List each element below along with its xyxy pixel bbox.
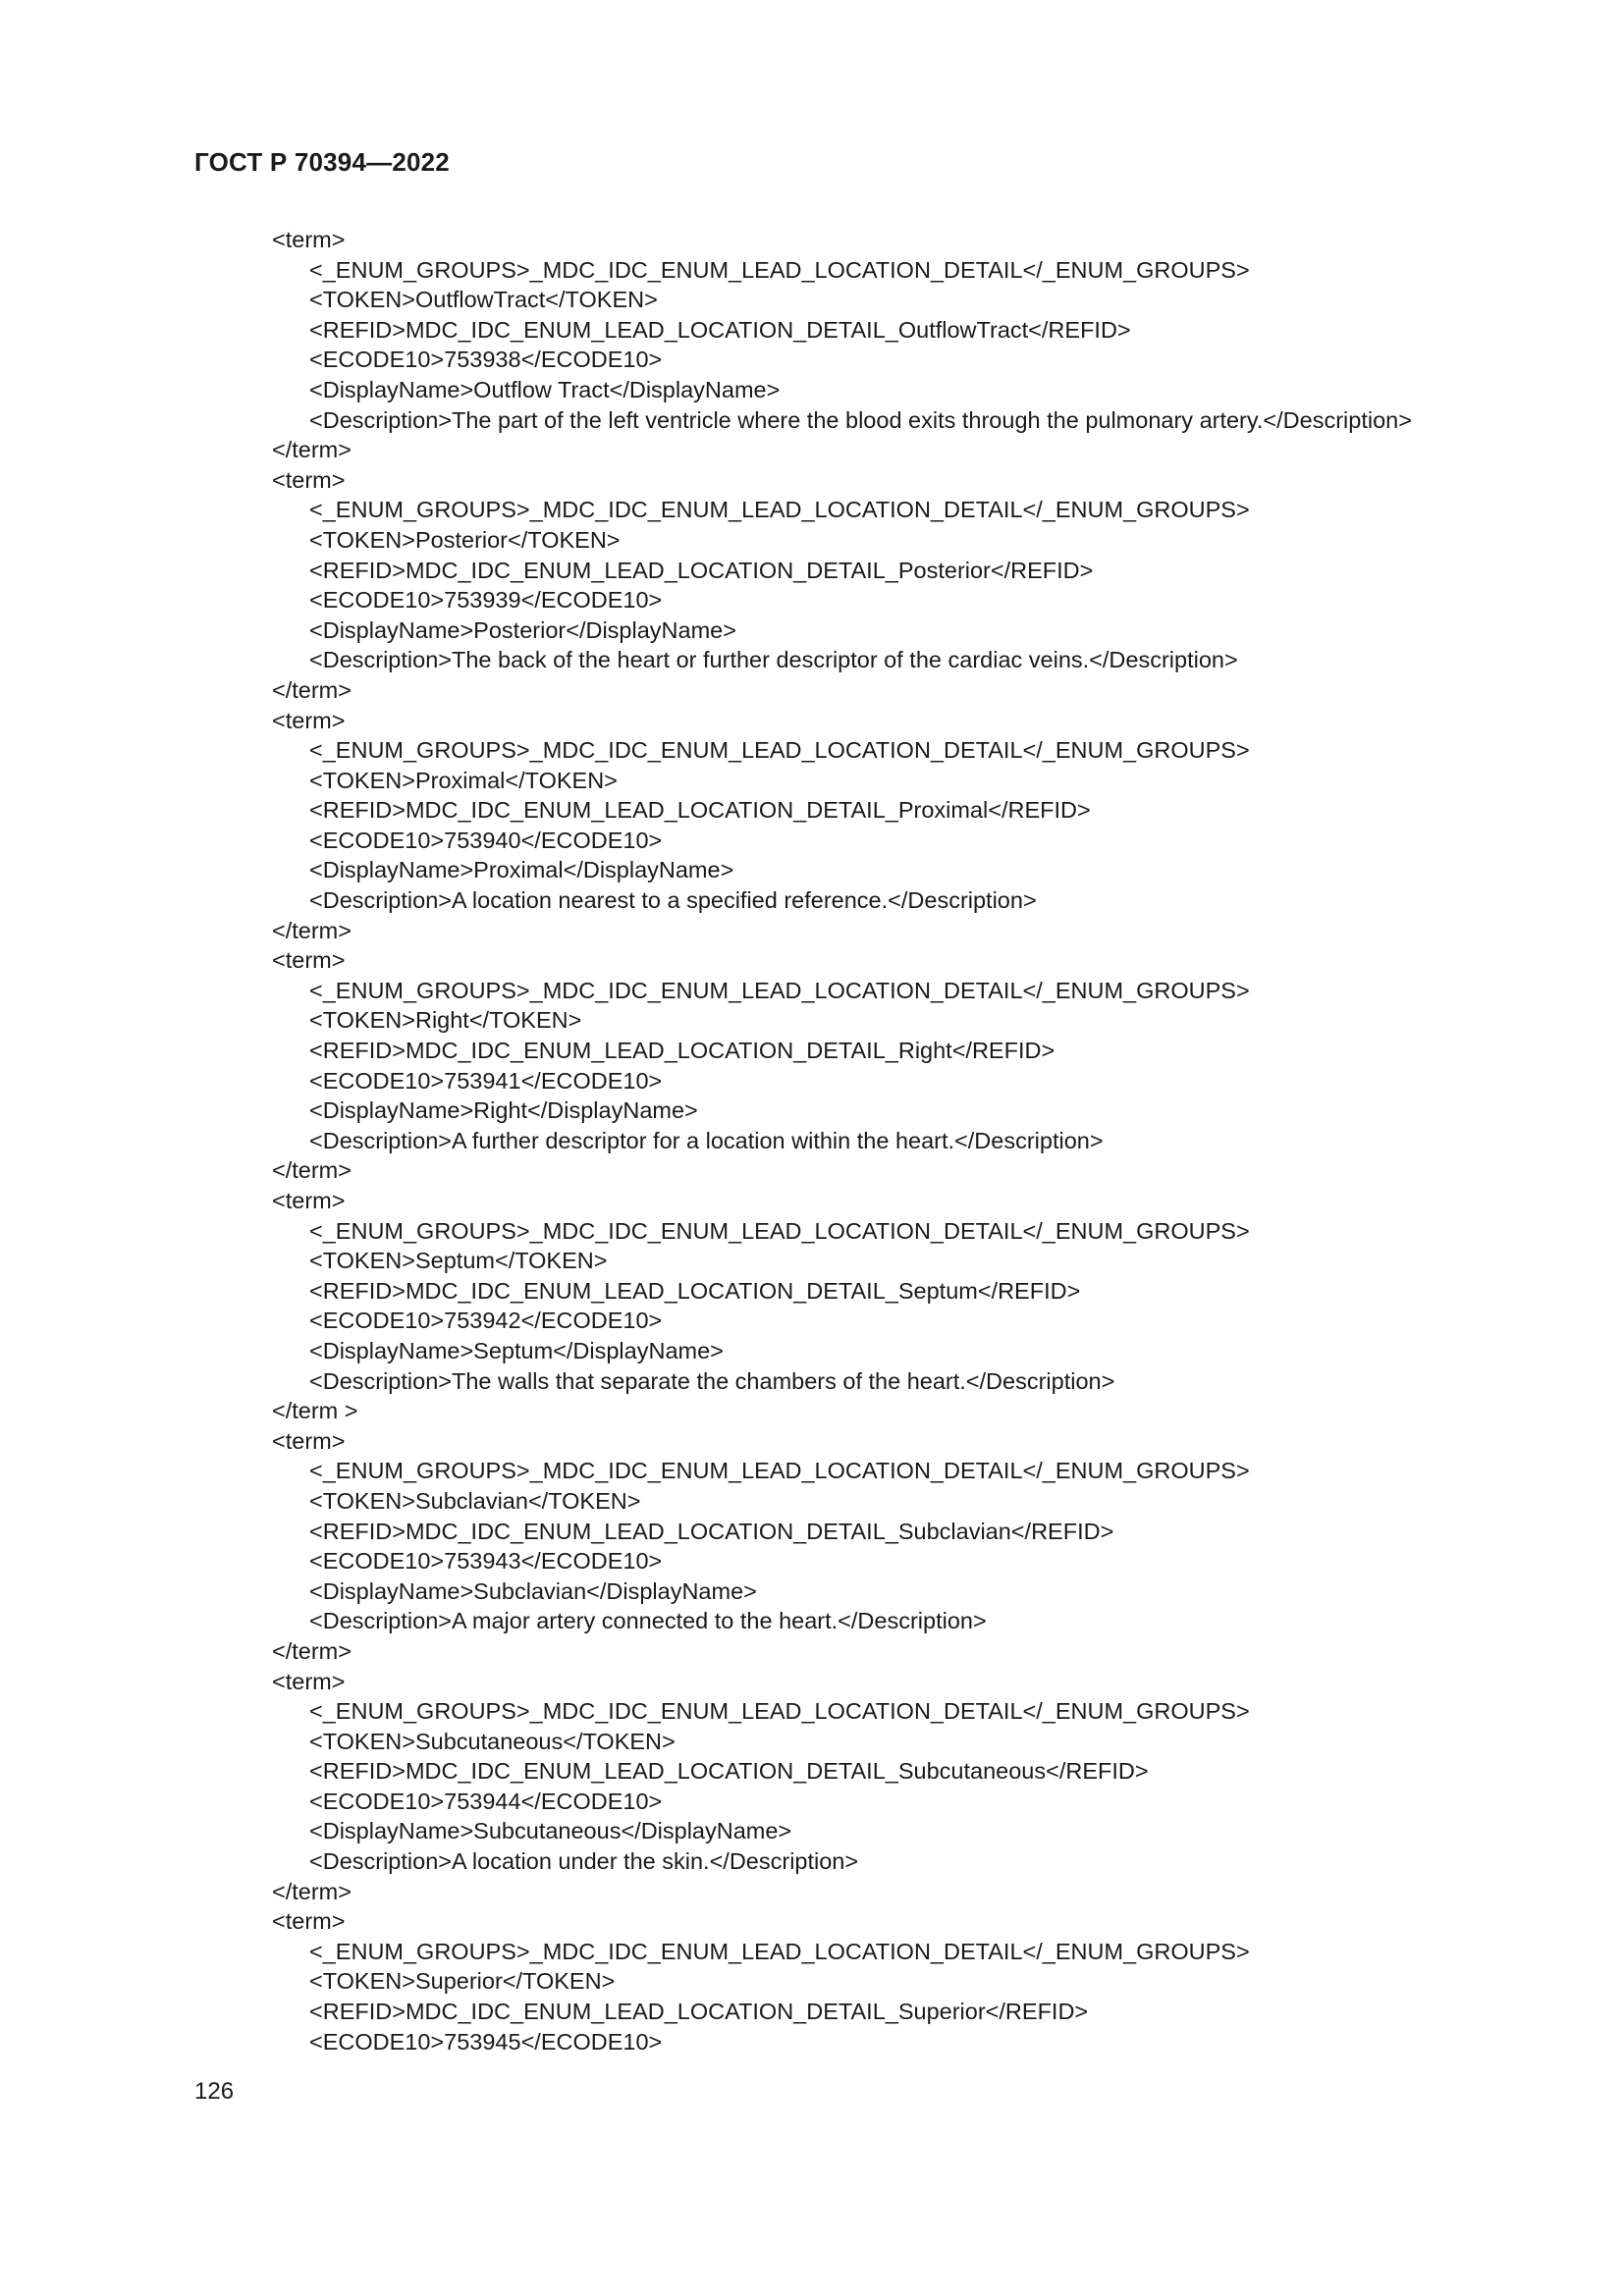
xml-line: <DisplayName>Right</DisplayName> xyxy=(309,1097,698,1124)
xml-line: </term> xyxy=(272,1157,352,1184)
xml-line: <REFID>MDC_IDC_ENUM_LEAD_LOCATION_DETAIL_Proximal</REFID> xyxy=(309,797,1091,824)
xml-line: <REFID>MDC_IDC_ENUM_LEAD_LOCATION_DETAIL_OutflowTract</REFID> xyxy=(309,316,1131,343)
xml-line: <term> xyxy=(272,707,346,733)
xml-line: <TOKEN>OutflowTract</TOKEN> xyxy=(309,287,658,313)
xml-line: <_ENUM_GROUPS>_MDC_IDC_ENUM_LEAD_LOCATION_DETAIL</_ENUM_GROUPS> xyxy=(309,977,1250,1003)
xml-line: <ECODE10>753941</ECODE10> xyxy=(309,1067,663,1094)
xml-line: <_ENUM_GROUPS>_MDC_IDC_ENUM_LEAD_LOCATION_DETAIL</_ENUM_GROUPS> xyxy=(309,1458,1250,1484)
xml-line: <REFID>MDC_IDC_ENUM_LEAD_LOCATION_DETAIL_Superior</REFID> xyxy=(309,1999,1089,2025)
xml-line: <TOKEN>Subcutaneous</TOKEN> xyxy=(309,1728,676,1754)
xml-line: <ECODE10>753945</ECODE10> xyxy=(309,2028,663,2055)
xml-line: <TOKEN>Septum</TOKEN> xyxy=(309,1248,608,1274)
xml-line: <REFID>MDC_IDC_ENUM_LEAD_LOCATION_DETAIL_Subclavian</REFID> xyxy=(309,1518,1114,1544)
xml-line: <REFID>MDC_IDC_ENUM_LEAD_LOCATION_DETAIL_Subcutaneous</REFID> xyxy=(309,1758,1149,1785)
xml-line: <ECODE10>753943</ECODE10> xyxy=(309,1548,663,1575)
xml-line: <TOKEN>Subclavian</TOKEN> xyxy=(309,1487,641,1514)
xml-line: <DisplayName>Subclavian</DisplayName> xyxy=(309,1577,757,1604)
xml-line: <REFID>MDC_IDC_ENUM_LEAD_LOCATION_DETAIL_Posterior</REFID> xyxy=(309,557,1094,583)
xml-line: <_ENUM_GROUPS>_MDC_IDC_ENUM_LEAD_LOCATION_DETAIL</_ENUM_GROUPS> xyxy=(309,497,1250,523)
xml-line: </term> xyxy=(272,676,352,703)
xml-line: <term> xyxy=(272,227,346,252)
page-header: ГОСТ Р 70394—2022 xyxy=(194,147,450,177)
xml-line: <term> xyxy=(272,1668,346,1694)
xml-line: </term> xyxy=(272,1637,352,1664)
xml-line: <term> xyxy=(272,1427,346,1454)
xml-line: <REFID>MDC_IDC_ENUM_LEAD_LOCATION_DETAIL_Right</REFID> xyxy=(309,1038,1056,1064)
xml-line: <term> xyxy=(272,1908,346,1935)
xml-line: <TOKEN>Superior</TOKEN> xyxy=(309,1968,616,1995)
xml-line: <ECODE10>753944</ECODE10> xyxy=(309,1788,663,1814)
xml-line: <DisplayName>Outflow Tract</DisplayName> xyxy=(309,376,781,402)
xml-line: <_ENUM_GROUPS>_MDC_IDC_ENUM_LEAD_LOCATION_DETAIL</_ENUM_GROUPS> xyxy=(309,1698,1250,1725)
xml-line: <TOKEN>Proximal</TOKEN> xyxy=(309,767,618,793)
xml-line: <_ENUM_GROUPS>_MDC_IDC_ENUM_LEAD_LOCATION_DETAIL</_ENUM_GROUPS> xyxy=(309,737,1250,764)
xml-line: </term> xyxy=(272,917,352,943)
xml-line: <_ENUM_GROUPS>_MDC_IDC_ENUM_LEAD_LOCATION_DETAIL</_ENUM_GROUPS> xyxy=(309,256,1250,283)
xml-line: <DisplayName>Subcutaneous</DisplayName> xyxy=(309,1818,792,1844)
xml-line: <DisplayName>Proximal</DisplayName> xyxy=(309,857,734,883)
page-number: 126 xyxy=(194,2078,235,2105)
xml-line: <ECODE10>753939</ECODE10> xyxy=(309,587,663,614)
xml-line: <REFID>MDC_IDC_ENUM_LEAD_LOCATION_DETAIL_Septum</REFID> xyxy=(309,1277,1081,1304)
xml-line: <DisplayName>Posterior</DisplayName> xyxy=(309,616,736,643)
xml-line: <Description>The part of the left ventricle where the blood exits through the pulmonary artery.</Description> xyxy=(309,406,1412,433)
xml-line: <ECODE10>753940</ECODE10> xyxy=(309,827,663,853)
xml-code-block xyxy=(272,225,1588,2056)
xml-line: <TOKEN>Posterior</TOKEN> xyxy=(309,526,621,553)
xml-line: <_ENUM_GROUPS>_MDC_IDC_ENUM_LEAD_LOCATION_DETAIL</_ENUM_GROUPS> xyxy=(309,1938,1250,1964)
xml-line: <DisplayName>Septum</DisplayName> xyxy=(309,1337,724,1363)
xml-line: <term> xyxy=(272,947,346,974)
xml-line: <Description>The walls that separate the chambers of the heart.</Description> xyxy=(309,1367,1115,1394)
xml-line: <Description>The back of the heart or further descriptor of the cardiac veins.</Description> xyxy=(309,647,1238,673)
xml-line: </term> xyxy=(272,1878,352,1904)
xml-line: <_ENUM_GROUPS>_MDC_IDC_ENUM_LEAD_LOCATION_DETAIL</_ENUM_GROUPS> xyxy=(309,1217,1250,1244)
xml-line: <Description>A further descriptor for a location within the heart.</Description> xyxy=(309,1127,1104,1153)
xml-line: <term> xyxy=(272,466,346,493)
xml-line: <Description>A major artery connected to the heart.</Description> xyxy=(309,1608,987,1634)
xml-line: </term> xyxy=(272,437,352,463)
xml-line: </term > xyxy=(272,1398,358,1424)
xml-line: <Description>A location nearest to a specified reference.</Description> xyxy=(309,887,1037,914)
xml-line: <Description>A location under the skin.</Description> xyxy=(309,1848,859,1875)
xml-line: <ECODE10>753942</ECODE10> xyxy=(309,1308,663,1334)
xml-line: <term> xyxy=(272,1188,346,1213)
xml-line: <ECODE10>753938</ECODE10> xyxy=(309,347,663,373)
xml-line: <TOKEN>Right</TOKEN> xyxy=(309,1007,582,1034)
